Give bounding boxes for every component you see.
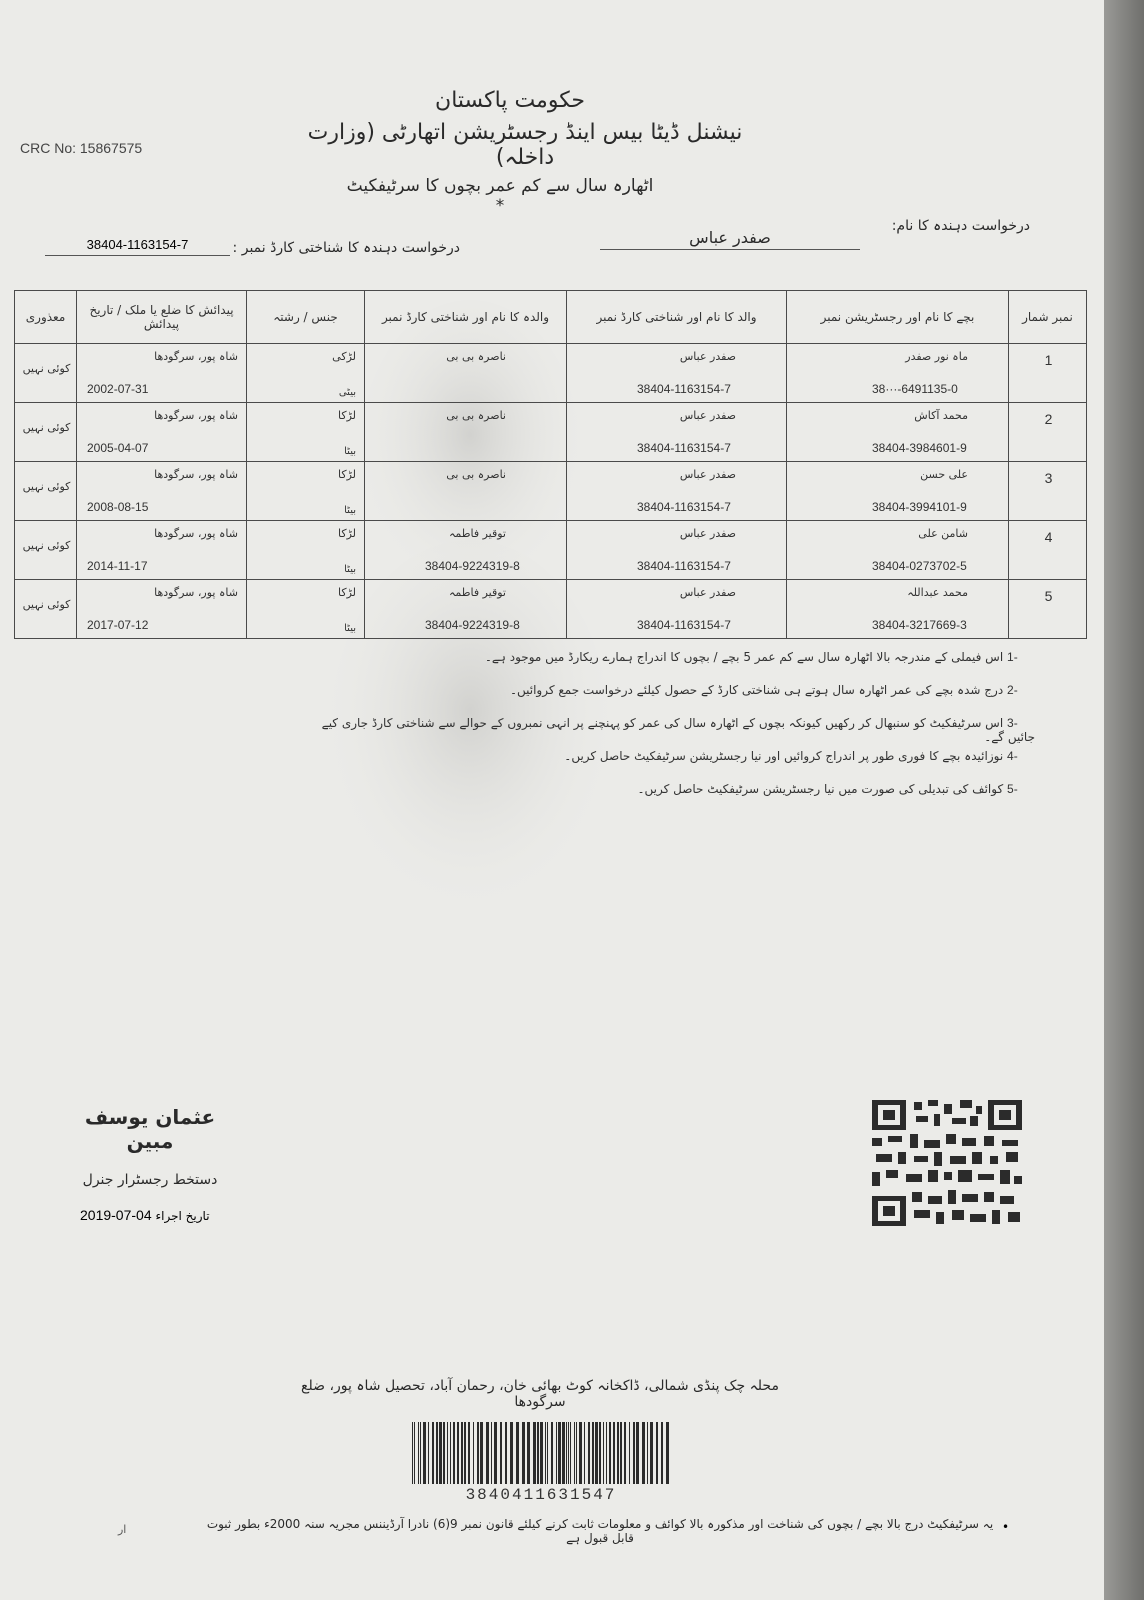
child-registration: 38404-0273702-5	[872, 559, 967, 573]
barcode-bar	[650, 1422, 653, 1484]
barcode-bar	[432, 1422, 434, 1484]
instruction-note	[315, 749, 1035, 763]
barcode-bar	[570, 1422, 571, 1484]
barcode-bar	[494, 1422, 497, 1484]
table-row	[15, 462, 1087, 521]
mother-cnic: 38404-9224319-8	[425, 559, 520, 573]
cell-disability	[15, 580, 77, 639]
barcode-bar	[661, 1422, 663, 1484]
barcode-bar	[603, 1422, 604, 1484]
cell-sr	[1009, 462, 1087, 521]
issue-date	[80, 1207, 235, 1223]
barcode-number: 3840411631547	[465, 1486, 617, 1504]
father-name: صفدر عباس	[679, 527, 736, 540]
mother-name: توقیر فاطمہ	[448, 586, 506, 599]
barcode-bar	[599, 1422, 601, 1484]
birth-place: شاہ پور، سرگودھا	[154, 468, 238, 481]
disability-text: کوئی نہیں	[22, 539, 71, 552]
gender-text: لڑکا	[337, 586, 356, 599]
barcode-bar	[450, 1422, 451, 1484]
note-number: -5	[1007, 782, 1018, 796]
relation-text: بیٹا	[344, 446, 356, 457]
barcode-bar	[443, 1422, 445, 1484]
barcode-bar	[576, 1422, 577, 1484]
table-row	[15, 521, 1087, 580]
father-name: صفدر عباس	[679, 468, 736, 481]
header-government: حکومت پاکستان	[435, 88, 585, 113]
barcode-bar	[533, 1422, 536, 1484]
barcode-bar	[423, 1422, 426, 1484]
barcode-bar	[457, 1422, 459, 1484]
barcode-bar	[468, 1422, 470, 1484]
disability-text: کوئی نہیں	[22, 421, 71, 434]
barcode-bar	[477, 1422, 479, 1484]
cell-father	[567, 462, 787, 521]
barcode-bar	[447, 1422, 448, 1484]
barcode-bar	[491, 1422, 492, 1484]
birth-place: شاہ پور، سرگودھا	[154, 409, 238, 422]
barcode-bar	[453, 1422, 455, 1484]
disability-text: کوئی نہیں	[22, 480, 71, 493]
footer-bullet: •	[1002, 1520, 1010, 1534]
footer-legal-text: یہ سرٹیفکیٹ درج بالا بچے / بچوں کی شناخت اور مذکورہ بالا کوائف و معلومات ثابت کرنے کیلئے قانون نمبر 9(6) نادرا آرڈیننس مجریہ سنہ 2000ء بطور ثبوت قابل قبول ہے	[206, 1517, 994, 1545]
applicant-name-value: صفدر عباس	[600, 228, 860, 250]
cell-birth	[77, 580, 247, 639]
relation-text: بیٹا	[344, 623, 356, 634]
barcode-bar	[551, 1422, 553, 1484]
header-mother: والدہ کا نام اور شناختی کارڈ نمبر	[365, 291, 567, 344]
note-text: کوائف کی تبدیلی کی صورت میں نیا رجسٹریشن سرٹیفکیٹ حاصل کریں۔	[637, 782, 1004, 796]
applicant-name-label: درخواست دہندہ کا نام:	[891, 218, 1030, 234]
instruction-note	[315, 716, 1035, 744]
barcode-bar	[500, 1422, 502, 1484]
mother-name: ناصرہ بی بی	[446, 468, 506, 481]
cell-disability	[15, 462, 77, 521]
barcode-bar	[414, 1422, 415, 1484]
note-number: -3	[1007, 716, 1018, 730]
serial-number: 2	[1044, 411, 1053, 427]
birth-place: شاہ پور، سرگودھا	[154, 527, 238, 540]
barcode-bar	[609, 1422, 611, 1484]
cell-birth	[77, 462, 247, 521]
header-child: بچے کا نام اور رجسٹریشن نمبر	[787, 291, 1009, 344]
header-father: والد کا نام اور شناختی کارڈ نمبر	[567, 291, 787, 344]
children-table	[14, 290, 1087, 639]
issue-date-label: تاریخ اجراء	[155, 1209, 210, 1223]
relation-text: بیٹا	[344, 564, 356, 575]
barcode-bar	[428, 1422, 429, 1484]
barcode-bar	[606, 1422, 607, 1484]
cell-father	[567, 580, 787, 639]
cell-disability	[15, 403, 77, 462]
cell-gender	[247, 462, 365, 521]
cell-disability	[15, 521, 77, 580]
cell-mother	[365, 580, 567, 639]
child-registration: 38404-3984601-9	[872, 441, 967, 455]
barcode-bar	[556, 1422, 557, 1484]
crc-number: CRC No: 15867575	[20, 140, 143, 156]
barcode-bar	[579, 1422, 582, 1484]
applicant-cnic-value: 38404-1163154-7	[45, 237, 230, 256]
cell-father	[567, 344, 787, 403]
header-gender: جنس / رشتہ	[247, 291, 365, 344]
barcode-bar	[473, 1422, 474, 1484]
cell-disability	[15, 344, 77, 403]
cell-sr	[1009, 580, 1087, 639]
barcode-bar	[505, 1422, 507, 1484]
header-birth: پیدائش کا ضلع یا ملک / تاریخ پیدائش	[77, 291, 247, 344]
father-cnic: 38404-1163154-7	[637, 441, 731, 455]
barcode-bar	[617, 1422, 619, 1484]
barcode-bar	[595, 1422, 598, 1484]
barcode-bar	[412, 1422, 413, 1484]
barcode-bar	[562, 1422, 565, 1484]
gender-text: لڑکا	[337, 468, 356, 481]
barcode-bar	[522, 1422, 525, 1484]
background-edge	[1104, 0, 1144, 1600]
father-cnic: 38404-1163154-7	[637, 618, 731, 632]
barcode-bar	[636, 1422, 639, 1484]
birth-place: شاہ پور، سرگودھا	[154, 586, 238, 599]
barcode-bar	[629, 1422, 630, 1484]
father-name: صفدر عباس	[679, 586, 736, 599]
barcode-bar	[480, 1422, 483, 1484]
cell-mother	[365, 403, 567, 462]
cell-child	[787, 344, 1009, 403]
mother-name: ناصرہ بی بی	[446, 350, 506, 363]
header-disability: معذوری	[15, 291, 77, 344]
date-of-birth: 2014-11-17	[87, 559, 148, 573]
barcode-bar	[464, 1422, 466, 1484]
barcode-bar	[540, 1422, 543, 1484]
gender-text: لڑکی	[332, 350, 356, 363]
child-registration: 38···-6491135-0	[872, 382, 958, 396]
date-of-birth: 2008-08-15	[87, 500, 149, 514]
instruction-note	[315, 683, 1035, 697]
barcode-bar	[527, 1422, 530, 1484]
note-text: اس فیملی کے مندرجہ بالا اٹھارہ سال سے کم عمر 5 بچے / بچوں کا اندراج ہمارے ریکارڈ میں موجود ہے۔	[484, 650, 1004, 664]
date-of-birth: 2017-07-12	[87, 618, 149, 632]
applicant-cnic-label: درخواست دہندہ کا شناختی کارڈ نمبر :	[232, 240, 460, 256]
child-name: علی حسن	[920, 468, 968, 481]
barcode-bar	[420, 1422, 421, 1484]
barcode-bar	[439, 1422, 442, 1484]
barcode-bar	[666, 1422, 669, 1484]
cell-child	[787, 521, 1009, 580]
address: محلہ چک پنڈی شمالی، ڈاکخانہ کوٹ بھائی خان، رحمان آباد، تحصیل شاہ پور، ضلع سرگودھا	[301, 1378, 779, 1410]
serial-number: 3	[1044, 470, 1053, 486]
father-cnic: 38404-1163154-7	[637, 500, 731, 514]
table-row	[15, 580, 1087, 639]
cell-father	[567, 403, 787, 462]
mother-name: توقیر فاطمہ	[448, 527, 506, 540]
qr-code-icon	[872, 1100, 1022, 1226]
serial-number: 4	[1044, 529, 1053, 545]
barcode-bar	[656, 1422, 658, 1484]
footer-left-mark: ار	[118, 1523, 127, 1536]
child-registration: 38404-3994101-9	[872, 500, 967, 514]
barcode-bar	[647, 1422, 648, 1484]
father-cnic: 38404-1163154-7	[637, 382, 731, 396]
cell-mother	[365, 462, 567, 521]
barcode-bar	[592, 1422, 594, 1484]
cell-father	[567, 521, 787, 580]
barcode-bar	[558, 1422, 561, 1484]
note-text: اس سرٹیفکیٹ کو سنبھال کر رکھیں کیونکہ بچوں کے اٹھارہ سال کی عمر کو پہنچنے پر انہی نمبروں کے حوالے سے شناختی کارڈ جاری کیے جائیں گے۔	[321, 716, 1035, 744]
instruction-note	[315, 782, 1035, 796]
child-name: ماہ نور صفدر	[905, 350, 968, 363]
barcode-bar	[574, 1422, 575, 1484]
table-row	[15, 344, 1087, 403]
table-row	[15, 403, 1087, 462]
header-nadra: نیشنل ڈیٹا بیس اینڈ رجسٹریشن اتھارٹی (وزارت داخلہ)	[307, 120, 743, 170]
cell-gender	[247, 521, 365, 580]
disability-text: کوئی نہیں	[22, 362, 71, 375]
barcode-bar	[537, 1422, 539, 1484]
date-of-birth: 2005-04-07	[87, 441, 149, 455]
barcode-bar	[545, 1422, 546, 1484]
cell-sr	[1009, 521, 1087, 580]
note-number: -1	[1007, 650, 1018, 664]
barcode-bar	[584, 1422, 585, 1484]
mother-name: ناصرہ بی بی	[446, 409, 506, 422]
barcode-bar	[461, 1422, 463, 1484]
father-name: صفدر عباس	[679, 409, 736, 422]
gender-text: لڑکا	[337, 409, 356, 422]
cell-sr	[1009, 403, 1087, 462]
cell-birth	[77, 403, 247, 462]
cell-mother	[365, 344, 567, 403]
child-registration: 38404-3217669-3	[872, 618, 967, 632]
note-text: درج شدہ بچے کی عمر اٹھارہ سال ہوتے ہی شناختی کارڈ کے حصول کیلئے درخواست جمع کروائیں۔	[509, 683, 1004, 697]
note-number: -2	[1007, 683, 1018, 697]
child-name: شامن علی	[918, 527, 968, 540]
barcode-bar	[418, 1422, 419, 1484]
serial-number: 1	[1044, 352, 1053, 368]
barcode-icon	[410, 1422, 672, 1484]
barcode-bar	[486, 1422, 489, 1484]
barcode-bar	[516, 1422, 519, 1484]
cell-child	[787, 580, 1009, 639]
cell-child	[787, 462, 1009, 521]
header-sr: نمبر شمار	[1009, 291, 1087, 344]
relation-text: بیٹا	[344, 505, 356, 516]
barcode-bar	[566, 1422, 567, 1484]
note-number: -4	[1007, 749, 1018, 763]
disability-text: کوئی نہیں	[22, 598, 71, 611]
barcode-bar	[633, 1422, 635, 1484]
cell-mother	[365, 521, 567, 580]
barcode-bar	[613, 1422, 615, 1484]
barcode-bar	[620, 1422, 622, 1484]
header-certificate-title: اٹھارہ سال سے کم عمر بچوں کا سرٹیفکیٹ *	[346, 176, 654, 216]
barcode-bar	[568, 1422, 569, 1484]
cell-sr	[1009, 344, 1087, 403]
father-cnic: 38404-1163154-7	[637, 559, 731, 573]
barcode-bar	[436, 1422, 438, 1484]
registrar-signature: عثمان یوسف مبین	[84, 1105, 216, 1153]
cell-birth	[77, 344, 247, 403]
table-header-row	[15, 291, 1087, 344]
barcode-bar	[624, 1422, 626, 1484]
issue-date-value: 2019-07-04	[80, 1207, 152, 1223]
instruction-note	[315, 650, 1035, 664]
barcode-bar	[510, 1422, 513, 1484]
child-name: محمد عبداللہ	[907, 586, 968, 599]
serial-number: 5	[1044, 588, 1053, 604]
child-name: محمد آکاش	[914, 409, 968, 422]
note-text: نوزائیدہ بچے کا فوری طور پر اندراج کروائیں اور نیا رجسٹریشن سرٹیفکیٹ حاصل کریں۔	[564, 749, 1004, 763]
relation-text: بیٹی	[338, 387, 356, 398]
registrar-role: دستخط رجسٹرار جنرل	[82, 1172, 218, 1188]
father-name: صفدر عباس	[679, 350, 736, 363]
cell-gender	[247, 403, 365, 462]
cell-child	[787, 403, 1009, 462]
barcode-bar	[642, 1422, 645, 1484]
date-of-birth: 2002-07-31	[87, 382, 149, 396]
cell-gender	[247, 580, 365, 639]
birth-place: شاہ پور، سرگودھا	[154, 350, 238, 363]
mother-cnic: 38404-9224319-8	[425, 618, 520, 632]
gender-text: لڑکا	[337, 527, 356, 540]
cell-gender	[247, 344, 365, 403]
barcode-bar	[547, 1422, 548, 1484]
cell-birth	[77, 521, 247, 580]
barcode-bar	[588, 1422, 590, 1484]
